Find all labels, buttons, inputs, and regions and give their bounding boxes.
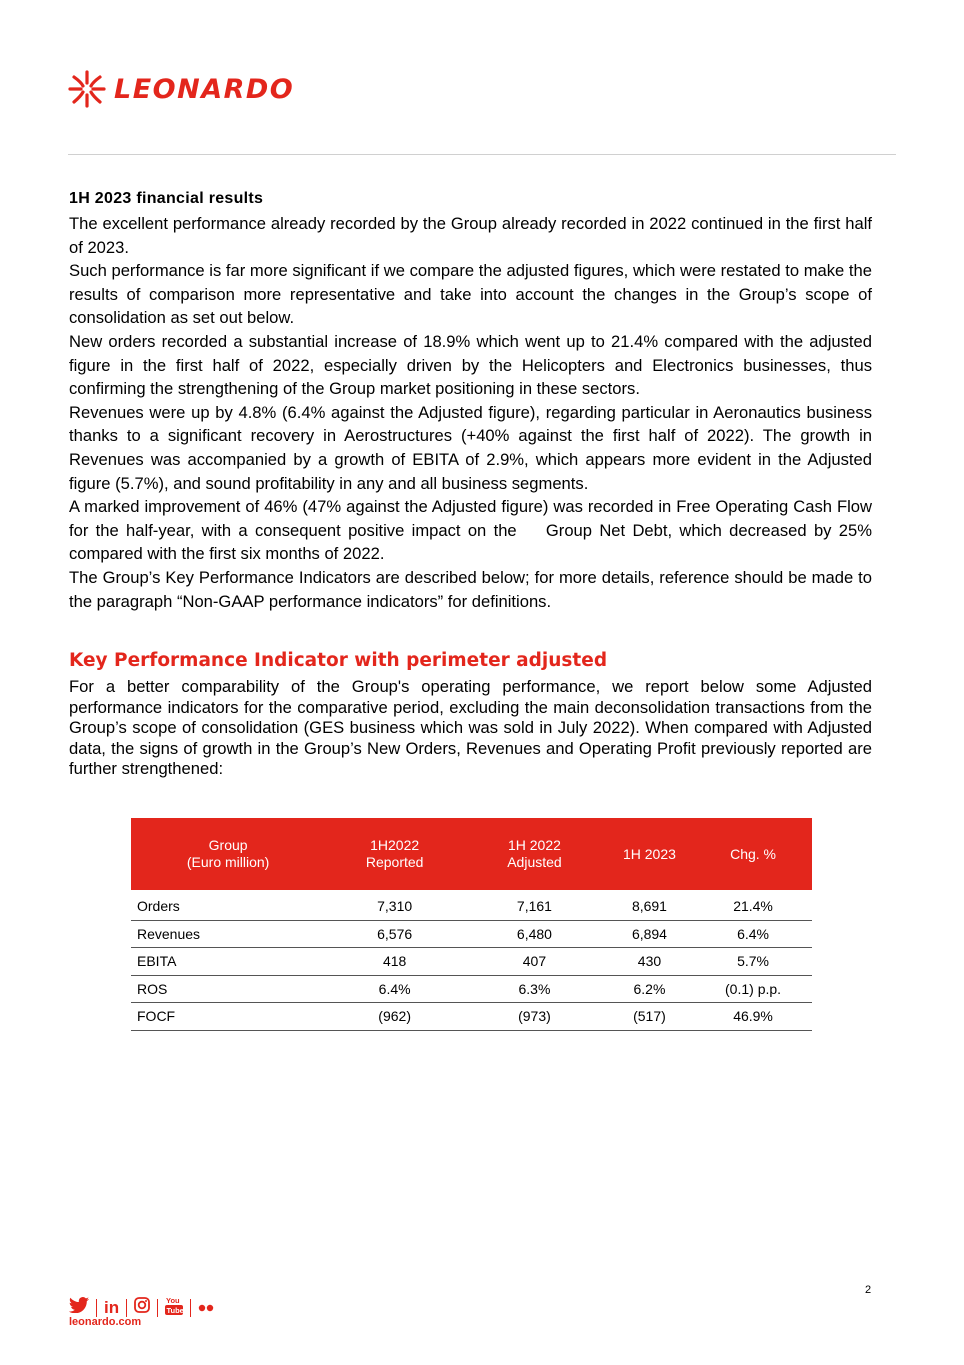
col-header-adjusted <box>464 818 605 890</box>
website-link[interactable]: leonardo.com <box>69 1316 142 1328</box>
paragraph: New orders recorded a substantial increase of 18.9% which went up to 21.4% compared with the adjusted figure in the first half of 2022, especially driven by the Helicopters and Electronics businesses, thus confirming the strengthening of the Group market positioning in these sectors. <box>69 331 872 399</box>
paragraph: A marked improvement of 46% (47% against the Adjusted figure) was recorded in Free Operating Cash Flow for the half-year, with a consequent positive impact on the Group Net Debt, which decreased by 25% compared with the first six months of 2022. <box>69 497 877 564</box>
cell: (0.1) p.p. <box>694 975 812 1003</box>
col-header-line: Adjusted <box>507 854 562 870</box>
col-header-change <box>694 818 812 890</box>
table-header-row <box>131 818 812 890</box>
cell: 5.7% <box>694 948 812 976</box>
kpi-table <box>131 818 812 1031</box>
instagram-icon[interactable] <box>134 1297 150 1318</box>
divider <box>190 1299 191 1317</box>
youtube-icon[interactable] <box>165 1295 183 1320</box>
paragraph: The Group’s Key Performance Indicators are described below; for more details, reference should be made to the paragraph “Non-GAAP performance indicators” for definitions. <box>69 567 872 611</box>
table-row <box>131 948 812 976</box>
cell: 6.4% <box>694 920 812 948</box>
brand-name: LEONARDO <box>114 73 295 105</box>
kpi-intro: For a better comparability of the Group's operating performance, we report below some Adjusted performance indicators for the comparative period, excluding the main deconsolidation transactions from the Group’s scope of consolidation (GES business which was sold in July 2022). When compared with Adjusted data, the signs of growth in the Group’s New Orders, Revenues and Operating Profit previously reported are further strengthened: <box>69 677 872 779</box>
col-header-line: Group <box>208 837 248 853</box>
cell: 6,480 <box>464 920 605 948</box>
divider <box>157 1299 158 1317</box>
cell: 6.4% <box>325 975 464 1003</box>
col-header-line: Reported <box>365 854 424 870</box>
paragraph: The excellent performance already recorded by the Group already recorded in 2022 continued in the first half of 2023. <box>69 214 872 257</box>
col-header-line: Chg. % <box>730 845 776 862</box>
paragraph: Revenues were up by 4.8% (6.4% against the Adjusted figure), regarding particular in Aeronautics business thanks to a significant recovery in Aerostructures (+40% against the first half of 2022). The growth in Revenues was accompanied by a growth of EBITA of 2.9%, which appears more evident in the Adjusted figure (5.7%), and sound profitability in any and all business segments. <box>69 402 872 493</box>
kpi-title: Key Performance Indicator with perimeter adjusted <box>69 650 608 672</box>
table-row <box>131 975 812 1003</box>
svg-text:You: You <box>166 1296 180 1305</box>
cell: 6,576 <box>325 920 464 948</box>
col-header-line: (Euro million) <box>186 854 270 870</box>
flickr-icon[interactable] <box>198 1299 214 1317</box>
page-number: 2 <box>865 1284 872 1296</box>
cell: 21.4% <box>694 890 812 920</box>
cell: 7,310 <box>325 890 464 920</box>
cell: 418 <box>325 948 464 976</box>
col-header-reported <box>325 818 464 890</box>
cell: (517) <box>605 1003 694 1031</box>
col-header-line: 1H 2022 <box>507 837 561 853</box>
row-label: EBITA <box>131 948 325 976</box>
paragraph: Such performance is far more significant if we compare the adjusted figures, which were restated to make the results of comparison more representative and take into account the changes in the Group’s scope of consolidation as set out below. <box>69 261 872 328</box>
table-row <box>131 890 812 920</box>
cell: 8,691 <box>605 890 694 920</box>
col-header-group <box>131 818 325 890</box>
cell: 6,894 <box>605 920 694 948</box>
cell: 430 <box>605 948 694 976</box>
header-divider <box>68 154 896 155</box>
divider <box>126 1299 127 1317</box>
cell: 6.2% <box>605 975 694 1003</box>
cell: (962) <box>325 1003 464 1031</box>
svg-text:Tube: Tube <box>166 1306 184 1315</box>
col-header-line: 1H 2023 <box>622 845 676 862</box>
row-label: Revenues <box>131 920 325 948</box>
col-header-line: 1H2022 <box>370 837 420 853</box>
cell: (973) <box>464 1003 605 1031</box>
cell: 7,161 <box>464 890 605 920</box>
twitter-icon[interactable] <box>69 1297 89 1318</box>
row-label: Orders <box>131 890 325 920</box>
section-title: 1H 2023 financial results <box>69 190 264 207</box>
leonardo-logo <box>68 68 294 110</box>
divider <box>96 1299 97 1317</box>
linkedin-icon[interactable]: in <box>104 1297 120 1317</box>
col-header-1h2023 <box>605 818 694 890</box>
cell: 46.9% <box>694 1003 812 1031</box>
main-content <box>69 188 877 780</box>
row-label: FOCF <box>131 1003 325 1031</box>
cell: 6.3% <box>464 975 605 1003</box>
leonardo-star-icon <box>68 68 106 110</box>
table-row <box>131 1003 812 1031</box>
cell: 407 <box>464 948 605 976</box>
row-label: ROS <box>131 975 325 1003</box>
table-row <box>131 920 812 948</box>
